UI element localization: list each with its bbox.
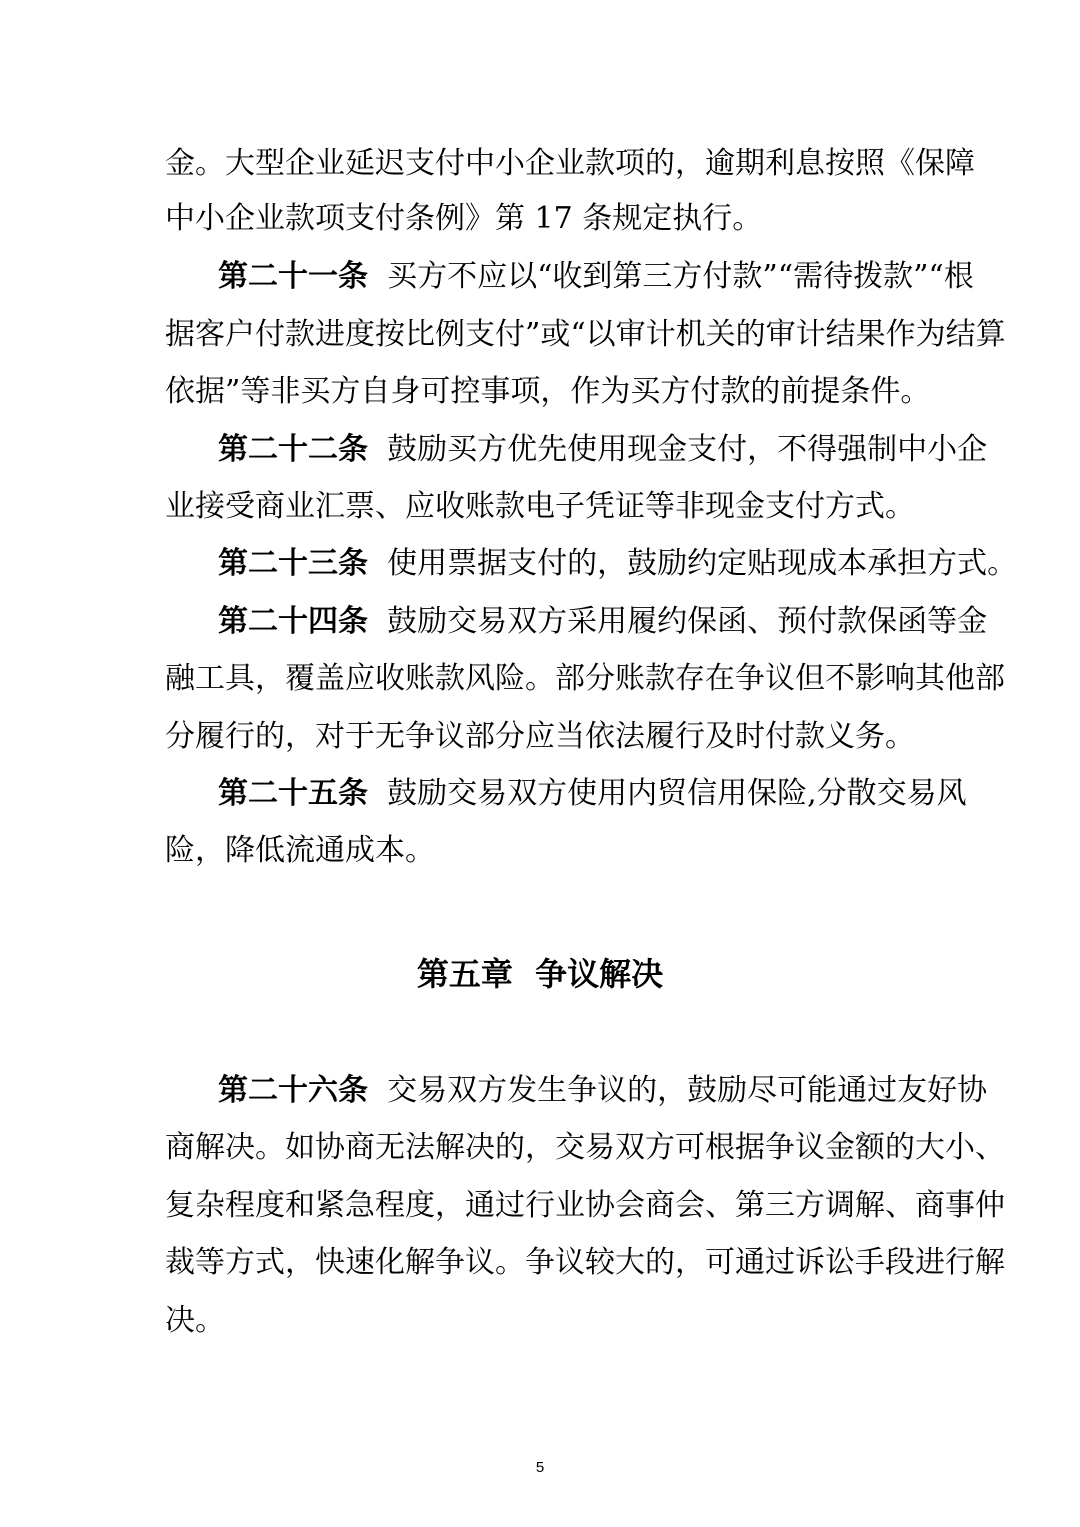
- article-text: 买方不应以“收到第三方付款”“需待拨款”“根: [387, 259, 974, 294]
- article-text: 鼓励交易双方使用内贸信用保险,分散交易风: [387, 776, 967, 811]
- article-text: 使用票据支付的，鼓励约定贴现成本承担方式。: [387, 546, 1018, 581]
- article-text: 鼓励买方优先使用现金支付，不得强制中小企: [387, 432, 988, 467]
- paragraph-line: 业接受商业汇票、应收账款电子凭证等非现金支付方式。: [165, 489, 915, 524]
- article-24: [218, 602, 988, 642]
- paragraph-line: 依据”等非买方自身可控事项，作为买方付款的前提条件。: [165, 374, 931, 409]
- paragraph-line: 融工具，覆盖应收账款风险。部分账款存在争议但不影响其他部: [165, 661, 1005, 696]
- article-25: [218, 774, 967, 814]
- article-text: 交易双方发生争议的，鼓励尽可能通过友好协: [387, 1073, 988, 1108]
- paragraph-line: 决。: [165, 1303, 225, 1338]
- paragraph-line: 金。大型企业延迟支付中小企业款项的，逾期利息按照《保障: [165, 146, 975, 181]
- article-text: 鼓励交易双方采用履约保函、预付款保函等金: [387, 604, 988, 639]
- article-number: 第二十一条: [218, 259, 368, 294]
- paragraph-line: 据客户付款进度按比例支付”或“以审计机关的审计结果作为结算: [165, 317, 1006, 352]
- article-26: [218, 1071, 988, 1111]
- paragraph-line: 商解决。如协商无法解决的，交易双方可根据争议金额的大小、: [165, 1130, 1005, 1165]
- paragraph-line: 险，降低流通成本。: [165, 833, 435, 868]
- article-number: 第二十四条: [218, 604, 368, 639]
- article-number: 第二十五条: [218, 776, 368, 811]
- article-number: 第二十三条: [218, 546, 368, 581]
- article-22: [218, 430, 988, 470]
- article-21: [218, 257, 974, 297]
- article-23: [218, 544, 1018, 584]
- paragraph-line: 中小企业款项支付条例》第 17 条规定执行。: [165, 201, 763, 236]
- page-number: 5: [535, 1459, 545, 1476]
- chapter-heading: 第五章 争议解决: [416, 955, 664, 993]
- paragraph-line: 复杂程度和紧急程度，通过行业协会商会、第三方调解、商事仲: [165, 1188, 1005, 1223]
- article-number: 第二十六条: [218, 1073, 368, 1108]
- paragraph-line: 分履行的，对于无争议部分应当依法履行及时付款义务。: [165, 719, 915, 754]
- article-number: 第二十二条: [218, 432, 368, 467]
- paragraph-line: 裁等方式，快速化解争议。争议较大的，可通过诉讼手段进行解: [165, 1245, 1005, 1280]
